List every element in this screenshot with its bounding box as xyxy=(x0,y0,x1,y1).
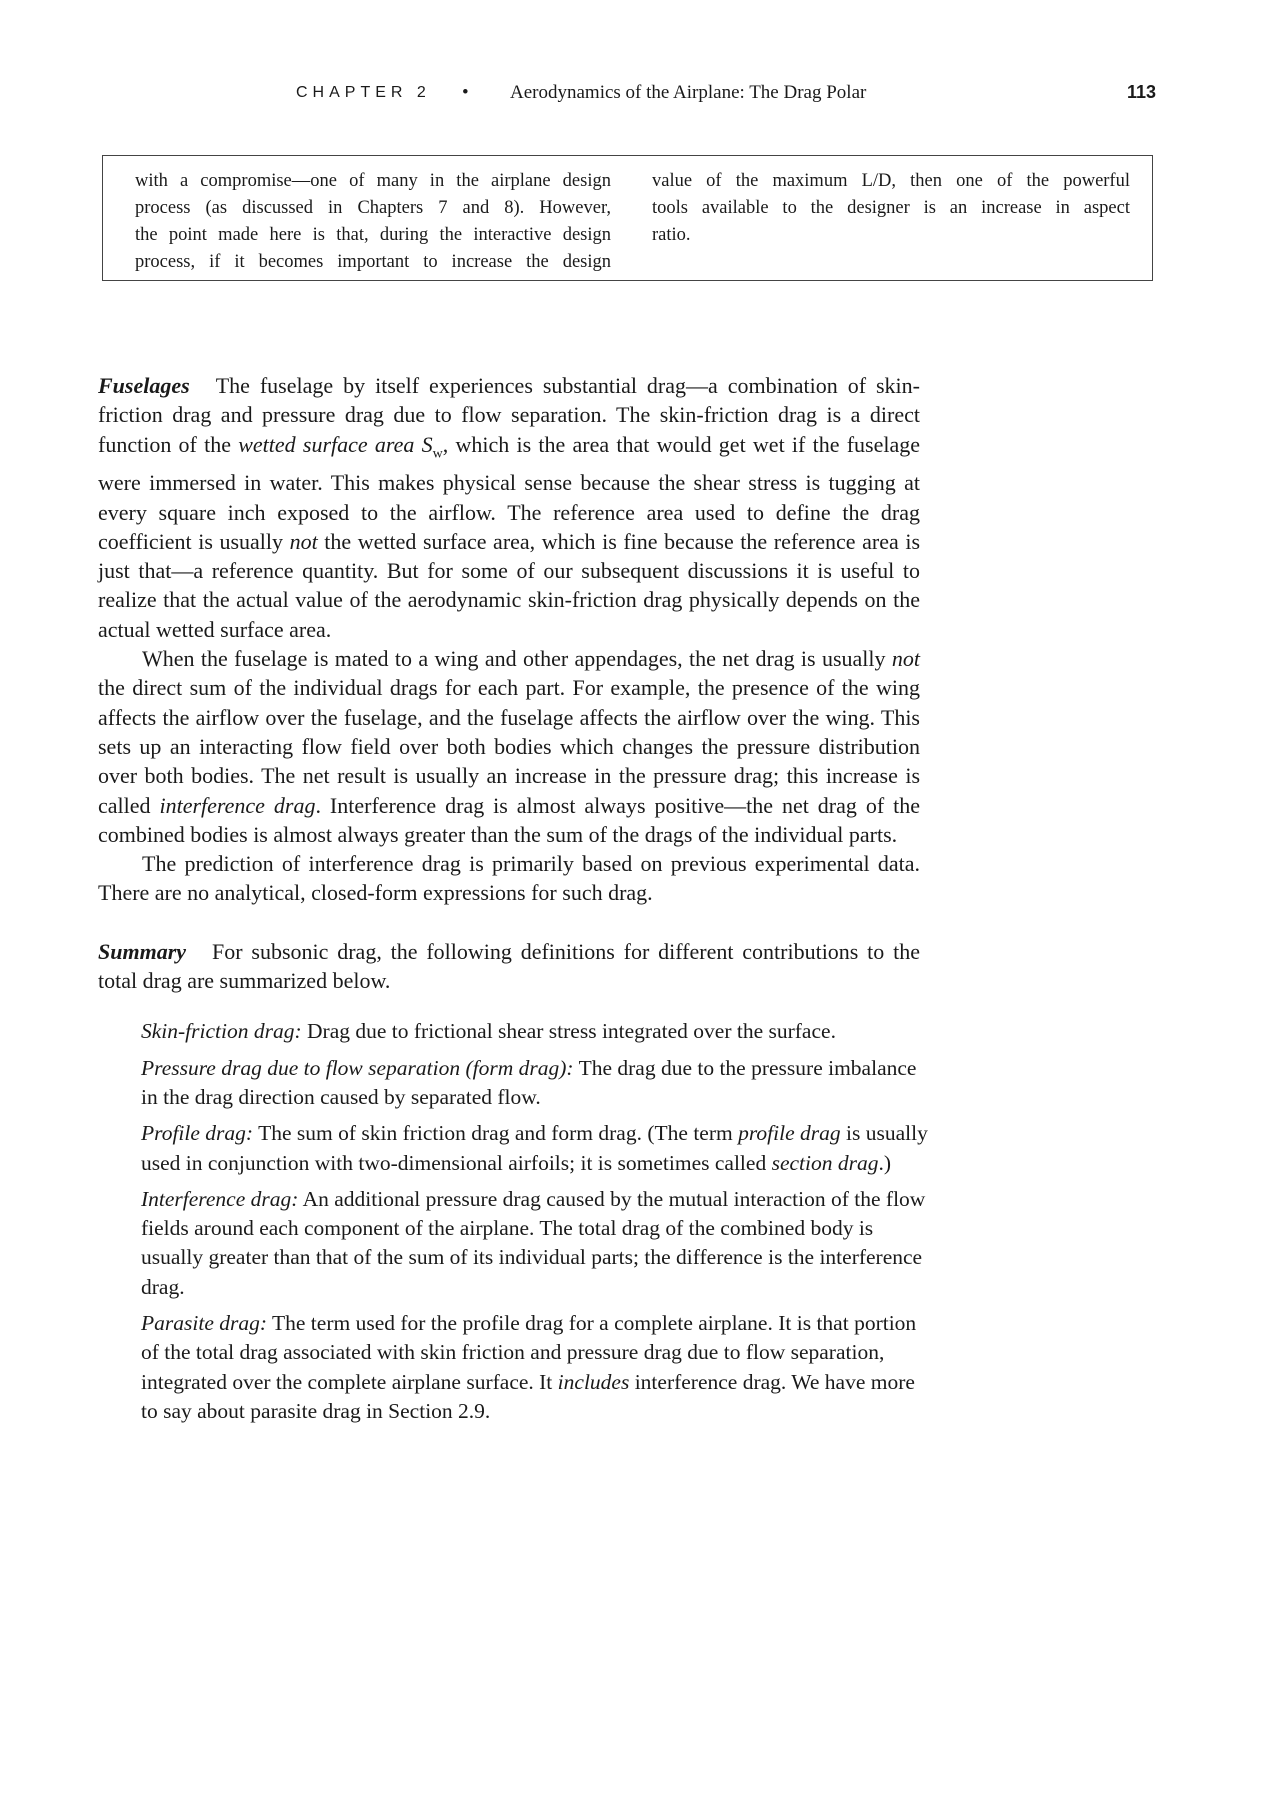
definition-text: .) xyxy=(878,1150,892,1175)
box-left-column xyxy=(135,168,611,276)
profile-drag-term: profile drag xyxy=(738,1121,841,1146)
definition-text: The sum of skin friction drag and form drag. (The term xyxy=(253,1121,739,1146)
definition-profile-drag xyxy=(141,1119,931,1178)
text-run: the wetted surface area, which is fine because the reference area is just that—a reference quantity. But for some of our subsequent discussions it is useful to realize that the actual value of the aerodynamic skin-friction drag physically depends on the actual wetted surface area. xyxy=(98,528,921,642)
main-text xyxy=(98,371,928,1433)
definition-term: Skin-friction drag: xyxy=(141,1019,302,1044)
box-line: with a compromise—one of many in the airplane design xyxy=(135,171,611,191)
definition-term: Parasite drag: xyxy=(141,1311,268,1335)
definition-text: interference drag. We have more to say about parasite drag in Section 2.9. xyxy=(141,1369,915,1423)
page-number: 113 xyxy=(1126,82,1156,102)
wetted-area-term: wetted surface area S xyxy=(238,431,433,457)
header-bullet: • xyxy=(462,82,469,103)
definition-skin-friction xyxy=(141,1017,931,1046)
summary-heading: Summary xyxy=(98,938,187,964)
box-right-column xyxy=(652,168,1130,249)
chapter-label: CHAPTER 2 xyxy=(296,84,431,101)
definition-text: The term used for the profile drag for a complete airplane. It is that portion of the total drag associated with skin friction and pressure drag due to flow separation, integrated over the complete airplane surface. It xyxy=(141,1311,917,1394)
definition-text: Drag due to frictional shear stress integrated over the surface. xyxy=(301,1019,836,1044)
page-header xyxy=(296,82,1156,112)
design-box xyxy=(102,155,1153,281)
text-run: When the fuselage is mated to a wing and other appendages, the net drag is usually xyxy=(142,646,892,672)
section-drag-term: section drag xyxy=(771,1150,879,1175)
definition-text: The drag due to the pressure imbalance in the drag direction caused by separated flow. xyxy=(141,1055,917,1109)
definition-pressure-drag xyxy=(141,1054,931,1113)
definition-list xyxy=(98,1017,931,1426)
box-line: ratio. xyxy=(652,225,691,245)
box-line: tools available to the designer is an increase in aspect xyxy=(652,198,1130,218)
fuselages-paragraph-1 xyxy=(98,371,920,644)
text-run: For subsonic drag, the following definitions for different contributions to the total drag are summarized below. xyxy=(98,938,920,994)
section-gap xyxy=(98,908,920,937)
definition-text: is usually used in conjunction with two-dimensional airfoils; it is sometimes called xyxy=(141,1121,928,1175)
interference-drag-term: interference drag xyxy=(159,792,316,818)
definition-parasite-drag xyxy=(141,1309,931,1426)
summary-paragraph xyxy=(98,937,920,996)
fuselages-heading: Fuselages xyxy=(98,373,190,398)
includes-emphasis: includes xyxy=(557,1369,630,1394)
box-line: process, if it becomes important to increase the design xyxy=(135,252,611,272)
chapter-title: Aerodynamics of the Airplane: The Drag Polar xyxy=(510,82,867,103)
definition-term: Profile drag: xyxy=(141,1121,254,1146)
box-line: process (as discussed in Chapters 7 and 8). However, xyxy=(135,198,611,218)
definition-term: Pressure drag due to flow separation (form drag): xyxy=(141,1055,574,1080)
fuselages-paragraph-2 xyxy=(98,644,920,849)
text-run: the direct sum of the individual drags for each part. For example, the presence of the wing affects the airflow over the fuselage, and the fuselage affects the airflow over the wing. This sets up an interacting flow field over both bodies which changes the pressure distribution over both bodies. The net result is usually an increase in the pressure drag; this increase is called xyxy=(98,675,920,818)
wetted-area-subscript: w xyxy=(432,445,443,461)
fuselages-paragraph-3: The prediction of interference drag is primarily based on previous experimental data. There are no analytical, closed-form expressions for such drag. xyxy=(98,851,920,906)
definition-text: An additional pressure drag caused by the mutual interaction of the flow fields around each component of the airplane. The total drag of the combined body is usually greater than that of the sum of its individual parts; the difference is the interference drag. xyxy=(141,1186,926,1299)
text-run: The fuselage by itself experiences substantial drag—a combination of skin-friction drag and pressure drag due to flow separation. The skin-friction drag is a direct function of the xyxy=(98,373,920,457)
box-line: the point made here is that, during the interactive design xyxy=(135,225,611,245)
definition-term: Interference drag: xyxy=(141,1186,299,1211)
emphasis-not: not xyxy=(891,646,920,672)
box-line: value of the maximum L/D, then one of the powerful xyxy=(652,171,1130,191)
text-run: , which is the area that would get wet if the fuselage were immersed in water. This makes physical sense because the shear stress is tugging at every square inch exposed to the airflow. The reference area used to define the drag coefficient is usually xyxy=(98,431,920,554)
text-run: . Interference drag is almost always positive—the net drag of the combined bodies is almost always greater than the sum of the drags of the individual parts. xyxy=(98,792,920,847)
emphasis-not: not xyxy=(289,528,318,554)
definition-interference-drag xyxy=(141,1185,931,1302)
